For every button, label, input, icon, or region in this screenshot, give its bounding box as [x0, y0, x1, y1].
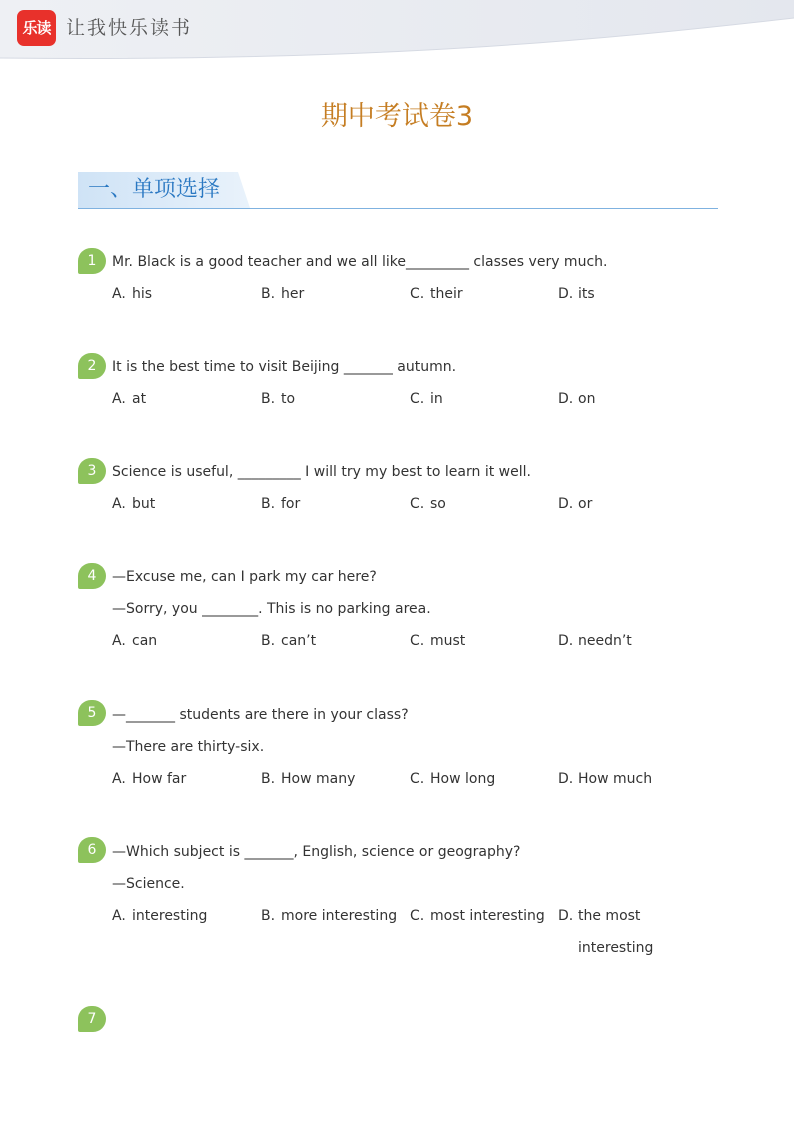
- page-title: 期中考试卷3: [320, 101, 474, 132]
- question-number-badge: 4: [78, 563, 106, 589]
- question-number-badge: 7: [78, 1006, 106, 1032]
- option-a[interactable]: A. his: [112, 286, 153, 302]
- section-heading: [78, 170, 718, 210]
- option-d[interactable]: D. How much: [558, 771, 653, 787]
- question-number-badge: 3: [78, 458, 106, 484]
- question-stem: It is the best time to visit Beijing _______ autumn.: [112, 359, 457, 375]
- option-b[interactable]: B. can’t: [261, 633, 317, 649]
- question-stem: Mr. Black is a good teacher and we all like_________ classes very much.: [112, 254, 608, 270]
- question-stem: —Which subject is _______, English, science or geography?: [112, 844, 521, 860]
- question-stem-line-2: —Sorry, you ________. This is no parking area.: [112, 601, 431, 617]
- option-d[interactable]: D. the most interesting: [558, 908, 654, 956]
- question-stem-line-2: —Science.: [112, 876, 185, 892]
- option-b[interactable]: B. to: [261, 391, 296, 407]
- option-b[interactable]: B. for: [261, 496, 301, 512]
- option-d[interactable]: D. on: [558, 391, 596, 407]
- question-stem: —Excuse me, can I park my car here?: [112, 569, 377, 585]
- option-c[interactable]: C. in: [410, 391, 443, 407]
- question-stem: Science is useful, _________ I will try my best to learn it well.: [112, 464, 531, 480]
- option-b[interactable]: B. more interesting: [261, 908, 398, 924]
- option-d[interactable]: D. needn’t: [558, 633, 632, 649]
- option-b[interactable]: B. her: [261, 286, 305, 302]
- option-a[interactable]: A. can: [112, 633, 158, 649]
- question-number-badge: 1: [78, 248, 106, 274]
- option-a[interactable]: A. but: [112, 496, 156, 512]
- option-c[interactable]: C. must: [410, 633, 466, 649]
- option-c[interactable]: C. their: [410, 286, 463, 302]
- option-c[interactable]: C. How long: [410, 771, 496, 787]
- option-d[interactable]: D. or: [558, 496, 593, 512]
- brand-slogan: 让我快乐读书: [66, 17, 193, 39]
- section-label: 一、单项选择: [88, 177, 221, 202]
- option-c[interactable]: C. so: [410, 496, 446, 512]
- brand-logo: 乐读: [17, 10, 56, 46]
- page-header: [0, 0, 794, 72]
- question-number-badge: 5: [78, 700, 106, 726]
- option-d[interactable]: D. its: [558, 286, 595, 302]
- option-a[interactable]: A. interesting: [112, 908, 208, 924]
- option-b[interactable]: B. How many: [261, 771, 356, 787]
- option-c[interactable]: C. most interesting: [410, 908, 545, 924]
- question-stem: —_______ students are there in your class?: [112, 707, 409, 723]
- question-number-badge: 6: [78, 837, 106, 863]
- question-stem-line-2: —There are thirty-six.: [112, 739, 265, 755]
- option-a[interactable]: A. How far: [112, 771, 187, 787]
- question-number-badge: 2: [78, 353, 106, 379]
- option-a[interactable]: A. at: [112, 391, 147, 407]
